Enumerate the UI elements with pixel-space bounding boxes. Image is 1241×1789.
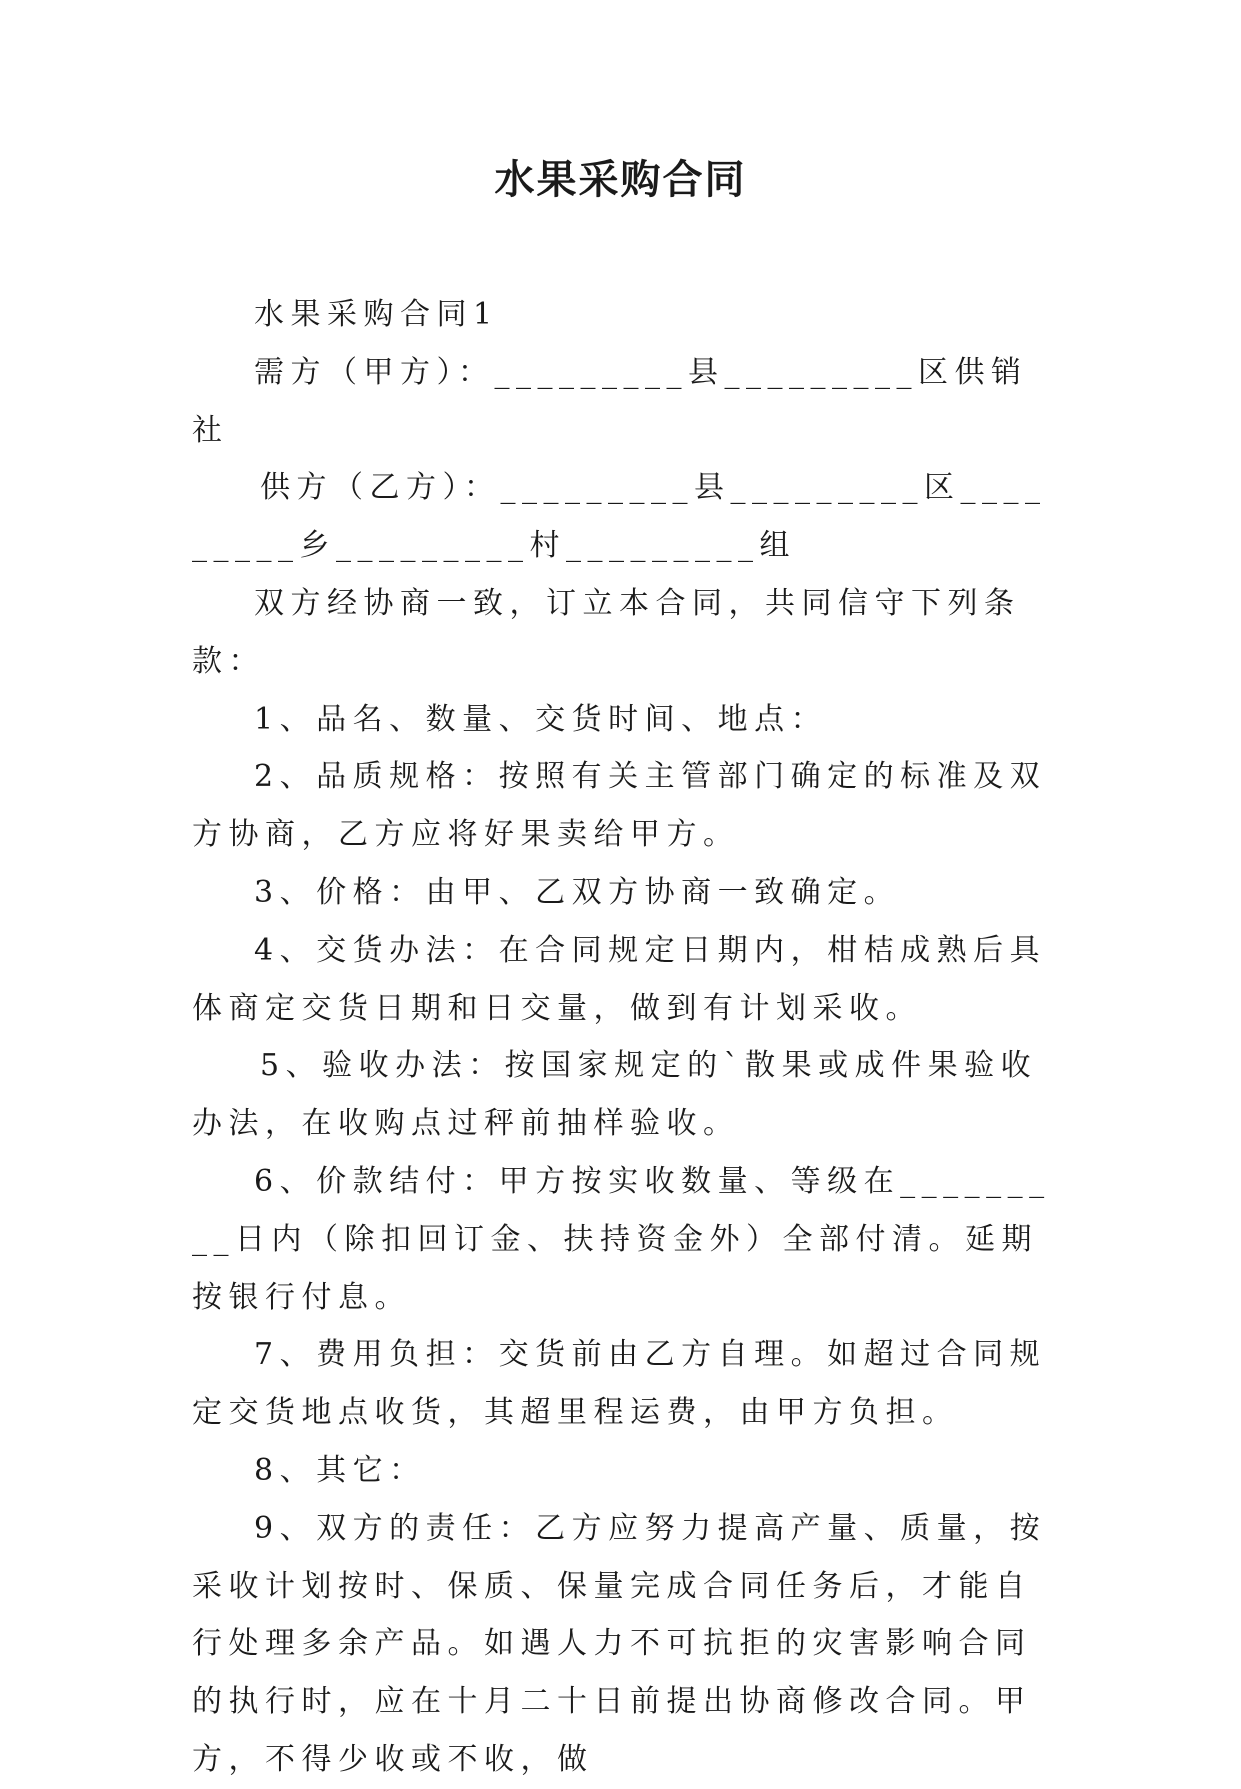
clause-9: 9、双方的责任：乙方应努力提高产量、质量，按采收计划按时、保质、保量完成合同任务后，才能自行处理多余产品。如遇人力不可抗拒的灾害影响合同的执行时，应在十月二十日前提出协商修改合同。甲方，不得少收或不收，做 [192, 1510, 1047, 1777]
document-title: 水果采购合同 [494, 156, 747, 203]
document-body [192, 286, 1052, 1789]
clause-6: 6、价款结付：甲方按实收数量、等级在_________日内（除扣回订金、扶持资金外）全部付清。延期按银行付息。 [192, 1163, 1051, 1315]
clause-7: 7、费用负担：交货前由乙方自理。如超过合同规定交货地点收货，其超里程运费，由甲方负担。 [192, 1337, 1047, 1431]
clause-4: 4、交货办法：在合同规定日期内，柑桔成熟后具体商定交货日期和日交量，做到有计划采收。 [192, 932, 1047, 1026]
paragraph-subtitle: 水果采购合同1 [254, 297, 499, 332]
paragraph-supplier: 供方（乙方）：_________县_________区_________乡_________村_________组 [192, 470, 1047, 564]
paragraph-preamble: 双方经协商一致，订立本合同，共同信守下列条款： [192, 585, 1021, 679]
clause-3: 3、价格：由甲、乙双方协商一致确定。 [254, 874, 901, 910]
clause-8: 8、其它： [254, 1452, 426, 1488]
clause-1: 1、品名、数量、交货时间、地点： [254, 701, 828, 737]
clause-5: 5、验收办法：按国家规定的`散果或成件果验收办法，在收购点过秤前抽样验收。 [192, 1048, 1038, 1142]
paragraph-buyer: 需方（甲方）：_________县_________区供销社 [192, 354, 1028, 448]
clause-2: 2、品质规格：按照有关主管部门确定的标准及双方协商，乙方应将好果卖给甲方。 [192, 759, 1047, 853]
